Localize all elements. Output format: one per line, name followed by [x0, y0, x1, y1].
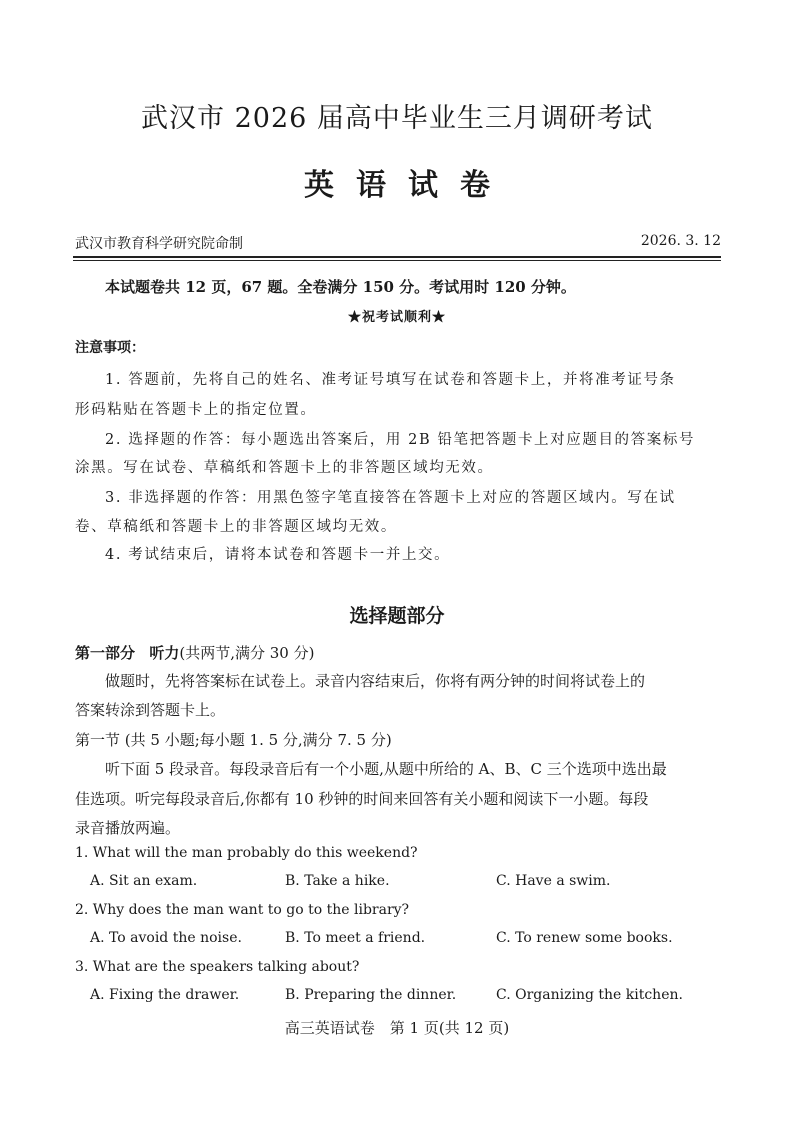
option-a: A. To avoid the noise.	[90, 930, 242, 946]
option-b: B. Preparing the dinner.	[285, 987, 457, 1003]
issuer-line	[75, 233, 721, 253]
part-label: 第一部分	[75, 644, 136, 662]
notes-title: 注意事项：	[75, 340, 145, 356]
part-detail: (共两节,满分 30 分)	[179, 644, 315, 662]
part-instruction-line: 做题时，先将答案标在试卷上。录音内容结束后，你将有两分钟的时间将试卷上的	[105, 672, 646, 690]
issuer-name: 武汉市教育科学研究院命制	[75, 236, 243, 252]
note-line: 涂黑。写在试卷、草稿纸和答题卡上的非答题区域均无效。	[75, 460, 494, 476]
note-line: 3. 非选择题的作答：用黑色签字笔直接答在答题卡上对应的答题区域内。写在试	[105, 490, 676, 506]
header-rule-thin	[73, 260, 721, 261]
exam-date: 2026. 3. 12	[640, 233, 721, 249]
question-3: 3. What are the speakers talking about?	[75, 959, 360, 975]
note-line: 形码粘贴在答题卡上的指定位置。	[75, 402, 317, 418]
subsection-instruction-line: 听下面 5 段录音。每段录音后有一个小题,从题中所给的 A、B、C 三个选项中选出最	[105, 760, 667, 778]
subsection-instruction-line: 佳选项。听完每段录音后,你都有 10 秒钟的时间来回答有关小题和阅读下一小题。每段	[75, 790, 649, 808]
section-heading: 选择题部分	[349, 605, 445, 627]
question-1: 1. What will the man probably do this weekend?	[75, 845, 418, 861]
option-a: A. Fixing the drawer.	[90, 987, 240, 1003]
exam-title: 武汉市 2026 届高中毕业生三月调研考试	[141, 103, 653, 134]
option-c: C. Have a swim.	[496, 873, 611, 889]
header-rule-thick	[73, 256, 721, 258]
part-name: 听力	[149, 644, 180, 662]
option-a: A. Sit an exam.	[90, 873, 198, 889]
good-luck-banner: ★祝考试顺利★	[347, 310, 446, 325]
note-line: 2. 选择题的作答：每小题选出答案后，用 2B 铅笔把答题卡上对应题目的答案标号	[105, 432, 696, 448]
part-title	[75, 642, 314, 663]
note-line: 1. 答题前，先将自己的姓名、准考证号填写在试卷和答题卡上，并将准考证号条	[105, 372, 676, 388]
exam-info: 本试题卷共 12 页，67 题。全卷满分 150 分。考试用时 120 分钟。	[105, 278, 576, 296]
option-c: C. To renew some books.	[496, 930, 673, 946]
question-2: 2. Why does the man want to go to the library?	[75, 902, 410, 918]
option-b: B. To meet a friend.	[285, 930, 426, 946]
note-line: 卷、草稿纸和答题卡上的非答题区域均无效。	[75, 519, 397, 535]
page-footer: 高三英语试卷 第 1 页(共 12 页)	[284, 1019, 510, 1037]
option-b: B. Take a hike.	[285, 873, 390, 889]
note-line: 4. 考试结束后，请将本试卷和答题卡一并上交。	[105, 547, 451, 563]
part-instruction-line: 答案转涂到答题卡上。	[75, 701, 226, 719]
subsection-title: 第一节 (共 5 小题;每小题 1. 5 分,满分 7. 5 分)	[75, 731, 392, 749]
subsection-instruction-line: 录音播放两遍。	[75, 819, 181, 837]
exam-subject-title: 英语试卷	[304, 168, 512, 203]
option-c: C. Organizing the kitchen.	[496, 987, 683, 1003]
